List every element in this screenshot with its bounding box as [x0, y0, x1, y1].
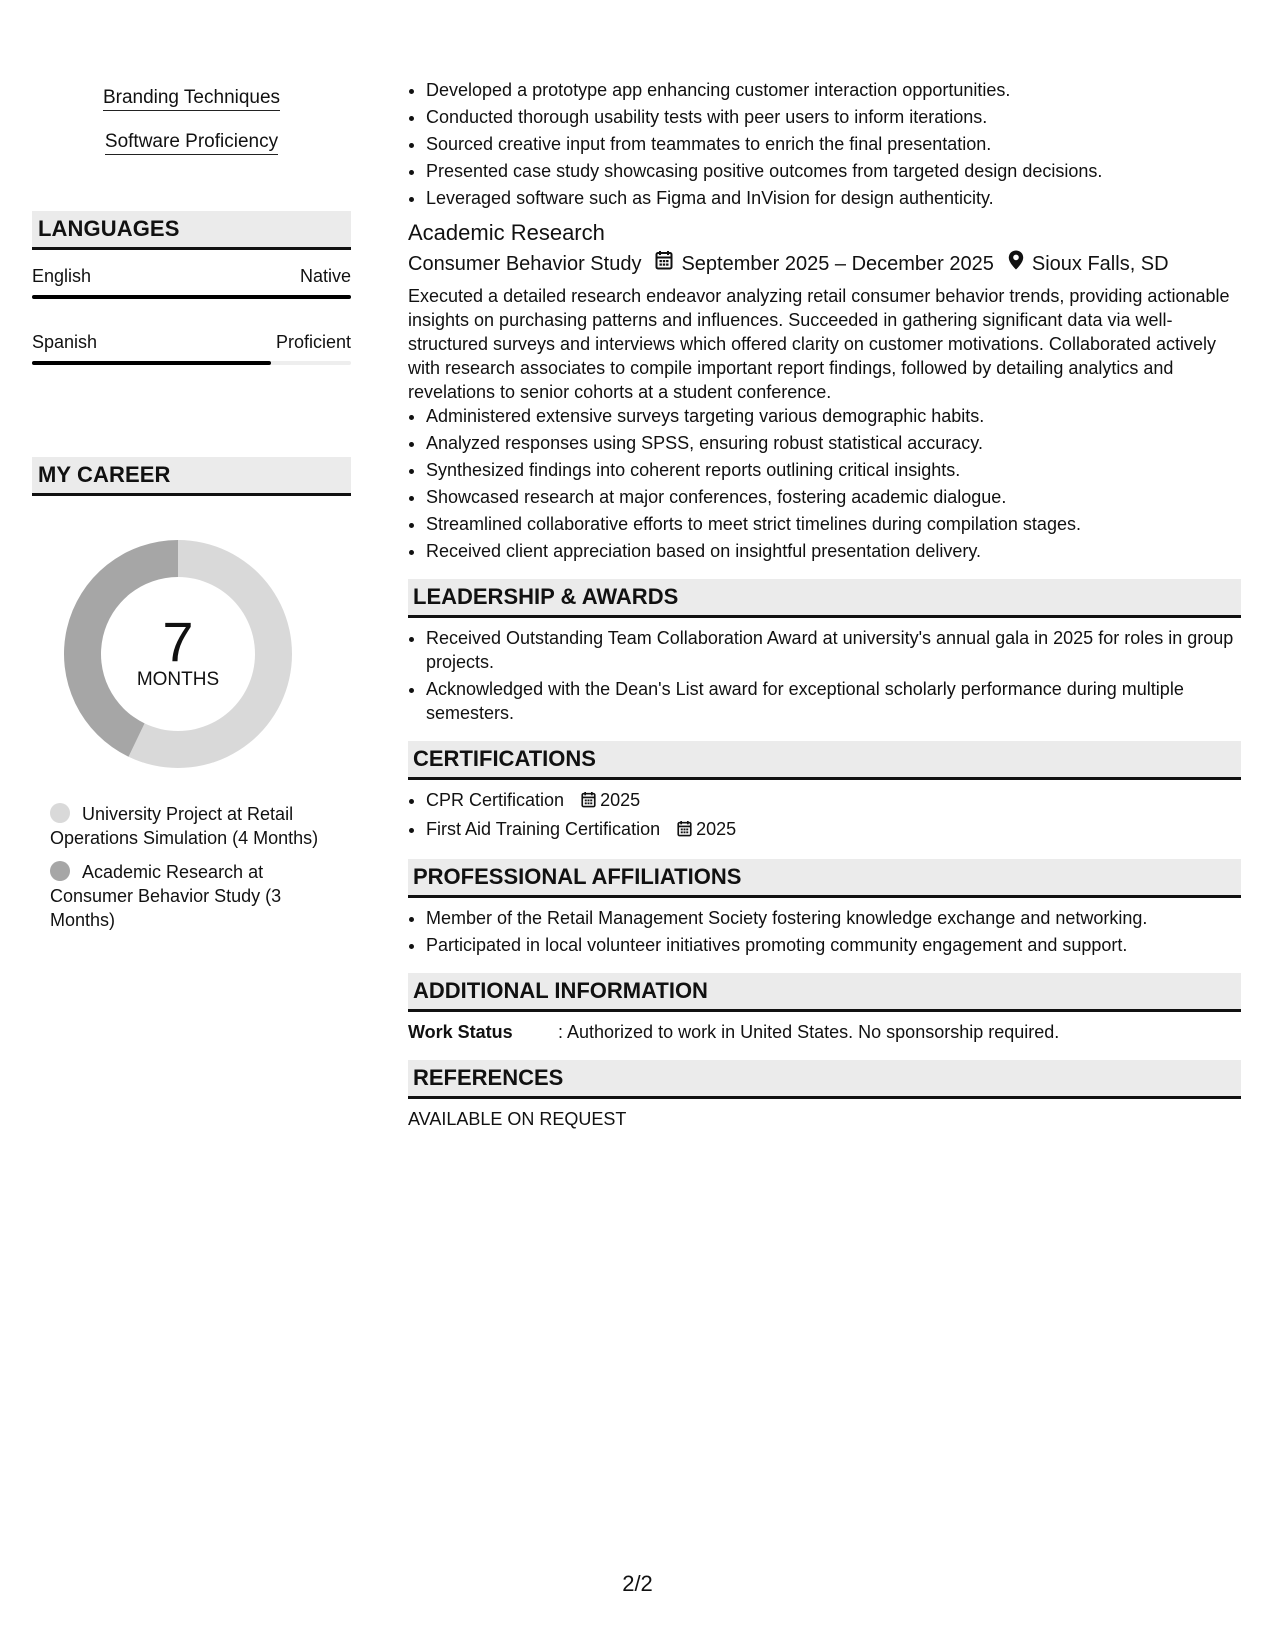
language-item [32, 264, 351, 299]
section-heading: REFERENCES [408, 1060, 1241, 1099]
list-item: • Synthesized findings into coherent reports outlining critical insights. [426, 458, 1241, 482]
research-bullets [408, 404, 1241, 563]
list-item: • Member of the Retail Management Society fostering knowledge exchange and networking. [426, 906, 1241, 930]
entry-description: Executed a detailed research endeavor analyzing retail consumer behavior trends, providing actionable insights on purchasing patterns and influences. Succeeded in gathering significant data via well-structured surveys and interviews which offered clarity on customer motivations. Collaborated actively with research associates to compile important report findings, followed by detailing analytics and revelations to senior cohorts at a student conference. [408, 286, 1230, 402]
section-heading: MY CAREER [32, 457, 351, 496]
list-item: • Administered extensive surveys targeting various demographic habits. [426, 404, 1241, 428]
career-total: 7 [162, 610, 194, 673]
legend-swatch [50, 861, 70, 881]
section-heading: LANGUAGES [32, 211, 351, 250]
certification-year: 2025 [696, 819, 737, 839]
experience-bullets [408, 78, 1241, 210]
skills-list [32, 86, 351, 174]
list-item [426, 817, 1241, 843]
list-item: • Showcased research at major conferences, fostering academic dialogue. [426, 485, 1241, 509]
section-heading: PROFESSIONAL AFFILIATIONS [408, 859, 1241, 898]
language-level-bar [32, 361, 351, 365]
list-item: • Streamlined collaborative efforts to meet strict timelines during compilation stages. [426, 512, 1241, 536]
list-item: • Conducted thorough usability tests with peer users to inform iterations. [426, 105, 1241, 129]
language-name: Spanish [32, 332, 98, 352]
legend-item [50, 860, 330, 932]
list-item: • Analyzed responses using SPSS, ensuring robust statistical accuracy. [426, 431, 1241, 455]
affiliations-list [408, 906, 1241, 957]
section-heading: LEADERSHIP & AWARDS [408, 579, 1241, 618]
work-status-label: Work Status [408, 1022, 513, 1042]
work-status-value: : Authorized to work in United States. No sponsorship required. [558, 1022, 1060, 1042]
page-number: 2/2 [622, 1571, 653, 1596]
language-level: Native [299, 266, 351, 286]
list-item: • Received Outstanding Team Collaboration Award at university's annual gala in 2025 for roles in group projects. [426, 626, 1241, 674]
list-item: • Sourced creative input from teammates to enrich the final presentation. [426, 132, 1241, 156]
entry-title: Academic Research [408, 220, 605, 245]
references-text: AVAILABLE ON REQUEST [408, 1109, 627, 1129]
legend-swatch [50, 803, 70, 823]
list-item: • Participated in local volunteer initiatives promoting community engagement and support. [426, 933, 1241, 957]
map-pin-icon [1008, 250, 1024, 278]
skill-tag: Software Proficiency [105, 130, 278, 155]
entry-organization: Consumer Behavior Study [408, 253, 642, 275]
list-item [426, 788, 1241, 814]
calendar-icon [581, 790, 596, 814]
language-name: English [32, 266, 92, 286]
certification-year: 2025 [600, 790, 641, 810]
section-heading: ADDITIONAL INFORMATION [408, 973, 1241, 1012]
certification-name: First Aid Training Certification [426, 819, 661, 839]
languages-section [32, 211, 351, 365]
list-item: • Presented case study showcasing positive outcomes from targeted design decisions. [426, 159, 1241, 183]
list-item: • Developed a prototype app enhancing customer interaction opportunities. [426, 78, 1241, 102]
legend-item [50, 802, 330, 850]
entry-dates: September 2025 – December 2025 [681, 253, 994, 275]
work-status-row [408, 1020, 1241, 1044]
skill-tag: Branding Techniques [103, 86, 280, 111]
career-donut-chart [64, 540, 292, 768]
legend-label: Academic Research at Consumer Behavior Study (3 Months) [50, 862, 282, 930]
career-section [32, 457, 351, 930]
calendar-icon [655, 250, 673, 278]
language-level-fill [32, 361, 271, 365]
language-level: Proficient [275, 332, 351, 352]
list-item: • Received client appreciation based on insightful presentation delivery. [426, 539, 1241, 563]
leadership-list [408, 626, 1241, 725]
certification-name: CPR Certification [426, 790, 565, 810]
list-item: • Acknowledged with the Dean's List award for exceptional scholarly performance during multiple semesters. [426, 677, 1241, 725]
calendar-icon [677, 819, 692, 843]
certifications-list [408, 788, 1241, 843]
list-item: • Leveraged software such as Figma and InVision for design authenticity. [426, 186, 1241, 210]
section-heading: CERTIFICATIONS [408, 741, 1241, 780]
language-level-bar [32, 295, 351, 299]
career-unit: MONTHS [136, 669, 220, 690]
entry-meta [408, 250, 1241, 278]
language-level-fill [32, 295, 351, 299]
entry-location: Sioux Falls, SD [1031, 253, 1169, 275]
legend-label: University Project at Retail Operations Simulation (4 Months) [50, 804, 319, 848]
right-column [408, 78, 1241, 1131]
career-legend [50, 802, 330, 942]
language-item [32, 330, 351, 365]
